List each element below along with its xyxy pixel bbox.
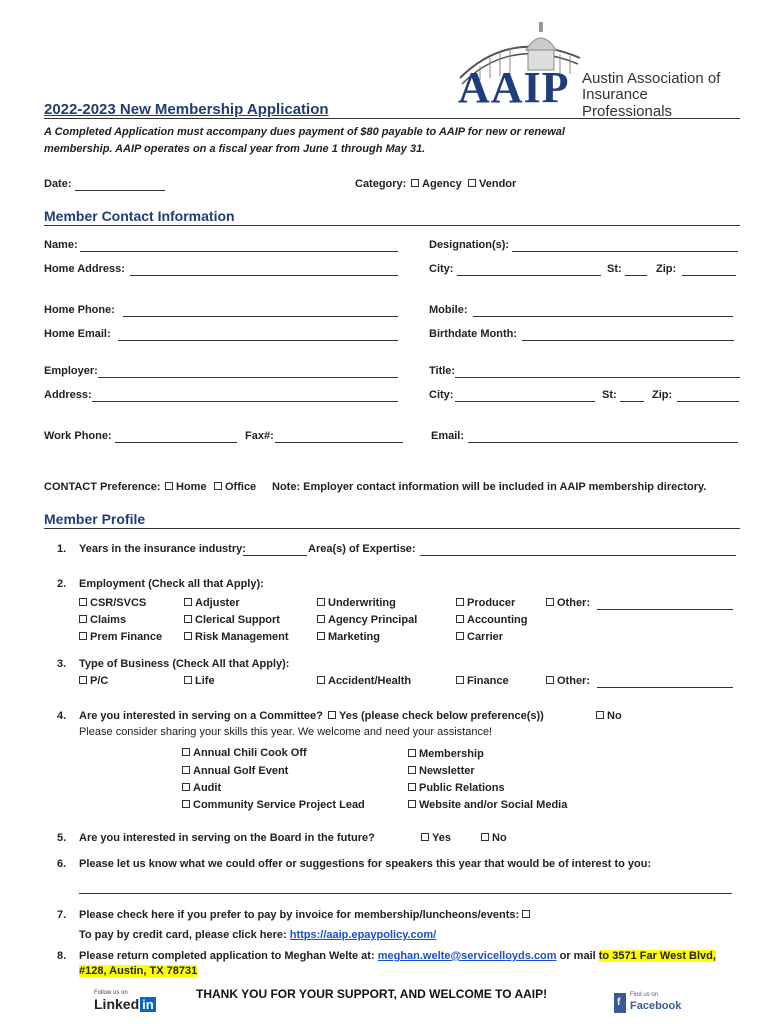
risk-checkbox[interactable] [184,632,192,640]
board-no-checkbox[interactable] [481,833,489,841]
adjuster-checkbox[interactable] [184,598,192,606]
agency-checkbox[interactable] [411,179,419,187]
work-phone-field[interactable] [115,442,237,443]
emp-adjuster[interactable]: Adjuster [184,597,240,609]
committee-no-checkbox[interactable] [596,711,604,719]
home-email-field[interactable] [118,340,398,341]
prem-finance-checkbox[interactable] [79,632,87,640]
expertise-label: Area(s) of Expertise: [308,543,416,555]
q2-number: 2. [57,578,67,590]
home-st-field[interactable] [625,275,647,276]
fax-label: Fax#: [245,430,274,442]
emp-agency-principal[interactable]: Agency Principal [317,614,417,626]
designation-field[interactable] [512,251,738,252]
name-field[interactable] [80,251,398,252]
category-vendor[interactable]: Vendor [468,178,516,190]
email-label: Email: [431,430,465,442]
category-label: Category: [355,178,407,190]
q4-label: Are you interested in serving on a Committee? [79,710,323,722]
q5-number: 5. [57,832,67,844]
pc-checkbox[interactable] [79,676,87,684]
mobile-label: Mobile: [429,304,468,316]
contact-pref-office[interactable]: Office [214,481,256,493]
committee-website[interactable]: Website and/or Social Media [408,799,567,811]
biz-other-checkbox[interactable] [546,676,554,684]
home-email-label: Home Email: [44,328,111,340]
q5-yes[interactable]: Yes [421,832,451,844]
linkedin-wordmark: Linked [94,996,140,1012]
underwriting-checkbox[interactable] [317,598,325,606]
work-city-label: City: [429,389,454,401]
facebook-wordmark: Facebook [630,1000,682,1012]
clerical-checkbox[interactable] [184,615,192,623]
date-field[interactable] [75,190,165,191]
employer-field[interactable] [98,377,398,378]
home-st-label: St: [607,263,622,275]
linkedin-icon: in [142,997,154,1012]
q4-number: 4. [57,710,67,722]
claims-checkbox[interactable] [79,615,87,623]
newsletter-checkbox[interactable] [408,766,416,774]
emp-accounting[interactable]: Accounting [456,614,528,626]
committee-golf[interactable]: Annual Golf Event [182,765,288,777]
q7-number: 7. [57,909,67,921]
fax-field[interactable] [275,442,403,443]
email-field[interactable] [468,442,738,443]
intro-line2: membership. AAIP operates on a fiscal year from June 1 through May 31. [44,143,426,155]
biz-other-field[interactable] [597,687,733,688]
emp-other[interactable]: Other: [546,597,590,609]
committee-newsletter[interactable]: Newsletter [408,765,475,777]
work-zip-label: Zip: [652,389,673,401]
csr-checkbox[interactable] [79,598,87,606]
q6-number: 6. [57,858,67,870]
committee-pr[interactable]: Public Relations [408,782,505,794]
biz-pc[interactable]: P/C [79,675,108,687]
q8-number: 8. [57,950,67,962]
home-address-label: Home Address: [44,263,125,275]
facebook-badge[interactable] [614,991,682,1017]
committee-membership[interactable]: Membership [408,748,484,760]
work-city-field[interactable] [455,401,595,402]
carrier-checkbox[interactable] [456,632,464,640]
home-city-field[interactable] [457,275,601,276]
address-label: Address: [44,389,92,401]
title-label: Title: [429,365,456,377]
profile-rule [44,528,740,529]
home-phone-label: Home Phone: [44,304,115,316]
contact-pref-label: CONTACT Preference: [44,481,161,493]
emp-claims[interactable]: Claims [79,614,126,626]
category-agency[interactable]: Agency [411,178,462,190]
facebook-find-text: Find us on [630,992,659,998]
linkedin-follow-text: Follow us on [94,990,128,996]
name-label: Name: [44,239,78,251]
home-phone-field[interactable] [123,316,398,317]
org-name-line1: Austin Association of [582,70,721,87]
vendor-checkbox[interactable] [468,179,476,187]
office-checkbox[interactable] [214,482,222,490]
q4-yes[interactable]: Yes (please check below preference(s)) [328,710,544,722]
home-address-field[interactable] [130,275,398,276]
emp-underwriting[interactable]: Underwriting [317,597,396,609]
emp-other-checkbox[interactable] [546,598,554,606]
title-rule [44,118,740,119]
committee-audit[interactable]: Audit [182,782,221,794]
work-zip-field[interactable] [677,401,739,402]
q3-label: Type of Business (Check All that Apply): [79,658,290,670]
thank-you-message: THANK YOU FOR YOUR SUPPORT, AND WELCOME TO AAIP! [196,987,548,1001]
q8-label: Please return completed application to Meghan Welte at: meghan.welte@servicelloyds.com or mail to 3571 Far West Blvd, [79,950,716,962]
mail-address-line1: to 3571 Far West Blvd, [598,950,716,962]
payment-link[interactable]: https://aaip.epaypolicy.com/ [289,929,437,941]
committee-community[interactable]: Community Service Project Lead [182,799,365,811]
date-label: Date: [44,178,72,190]
org-name-line2: Insurance Professionals [582,86,673,120]
contact-pref-home[interactable]: Home [165,481,207,493]
accident-checkbox[interactable] [317,676,325,684]
board-yes-checkbox[interactable] [421,833,429,841]
emp-risk[interactable]: Risk Management [184,631,289,643]
pr-checkbox[interactable] [408,783,416,791]
finance-checkbox[interactable] [456,676,464,684]
biz-finance[interactable]: Finance [456,675,509,687]
q5-label: Are you interested in serving on the Board in the future? [79,832,375,844]
website-checkbox[interactable] [408,800,416,808]
work-st-field[interactable] [620,401,644,402]
contact-section-title: Member Contact Information [44,208,235,224]
producer-checkbox[interactable] [456,598,464,606]
chili-checkbox[interactable] [182,748,190,756]
designation-label: Designation(s): [429,239,510,251]
emp-prem-finance[interactable]: Prem Finance [79,631,162,643]
q4-no[interactable]: No [596,710,622,722]
home-zip-field[interactable] [682,275,736,276]
home-city-label: City: [429,263,454,275]
birthdate-field[interactable] [522,340,734,341]
q1-label: Years in the insurance industry: [79,543,246,555]
community-checkbox[interactable] [182,800,190,808]
golf-checkbox[interactable] [182,766,190,774]
life-checkbox[interactable] [184,676,192,684]
q1-number: 1. [57,543,67,555]
accounting-checkbox[interactable] [456,615,464,623]
suggestions-field[interactable] [79,893,732,894]
mobile-field[interactable] [473,316,733,317]
q6-label: Please let us know what we could offer or suggestions for speakers this year that would be of interest to you: [79,858,652,870]
emp-marketing[interactable]: Marketing [317,631,380,643]
contact-rule [44,225,740,226]
employer-label: Employer: [44,365,98,377]
emp-carrier[interactable]: Carrier [456,631,503,643]
committee-chili[interactable]: Annual Chili Cook Off [182,747,307,759]
q3-number: 3. [57,658,67,670]
q4-subtext: Please consider sharing your skills this year. We welcome and need your assistance! [79,726,493,738]
emp-other-field[interactable] [597,609,733,610]
profile-section-title: Member Profile [44,511,146,527]
q7-subtext: To pay by credit card, please click here: https://aaip.epaypolicy.com/ [79,929,437,941]
biz-life[interactable]: Life [184,675,215,687]
home-zip-label: Zip: [656,263,677,275]
q2-label: Employment (Check all that Apply): [79,578,264,590]
logo-text: AAIP [458,63,570,112]
directory-note: Note: Employer contact information will be included in AAIP membership directory. [272,481,707,493]
intro-line1: A Completed Application must accompany dues payment of $80 payable to AAIP for new or renewal [44,126,565,138]
work-st-label: St: [602,389,617,401]
facebook-icon: f [614,993,626,1013]
expertise-field[interactable] [420,555,736,556]
emp-producer[interactable]: Producer [456,597,515,609]
audit-checkbox[interactable] [182,783,190,791]
q7-label: Please check here if you prefer to pay by invoice for membership/luncheons/events: [79,909,533,921]
biz-accident[interactable]: Accident/Health [317,675,411,687]
q5-no[interactable]: No [481,832,507,844]
emp-clerical[interactable]: Clerical Support [184,614,280,626]
biz-other[interactable]: Other: [546,675,590,687]
email-link[interactable]: meghan.welte@servicelloyds.com [377,950,557,962]
committee-yes-checkbox[interactable] [328,711,336,719]
title-field[interactable] [455,377,740,378]
agency-principal-checkbox[interactable] [317,615,325,623]
address-field[interactable] [92,401,398,402]
invoice-checkbox[interactable] [522,910,530,918]
marketing-checkbox[interactable] [317,632,325,640]
page-title: 2022-2023 New Membership Application [44,101,329,118]
membership-checkbox[interactable] [408,749,416,757]
emp-csr[interactable]: CSR/SVCS [79,597,146,609]
years-field[interactable] [243,555,307,556]
work-phone-label: Work Phone: [44,430,112,442]
logo [440,18,740,120]
linkedin-badge[interactable] [94,990,160,1018]
birthdate-label: Birthdate Month: [429,328,517,340]
home-checkbox[interactable] [165,482,173,490]
q8-address-line2: #128, Austin, TX 78731 [79,965,198,977]
